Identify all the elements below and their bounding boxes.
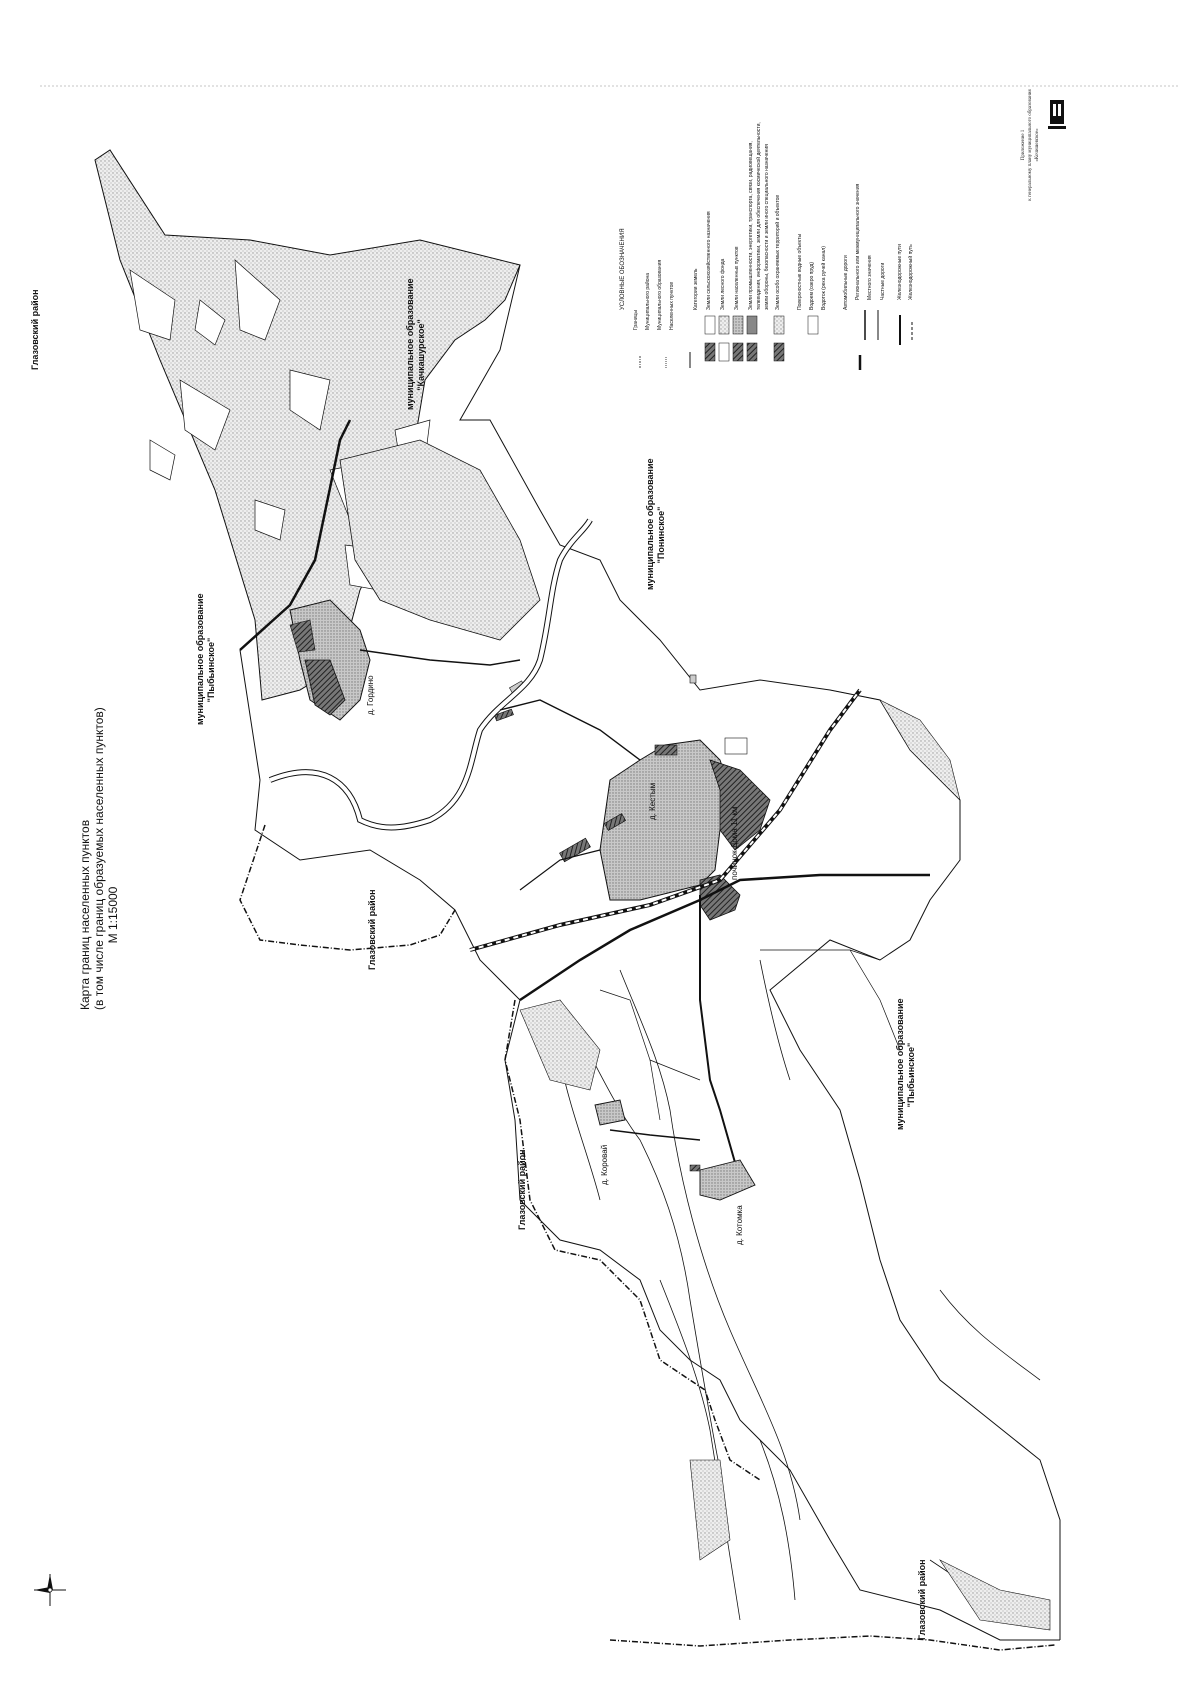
map-title-line-1: Карта границ населенных пунктов (78, 819, 92, 1010)
neighbor-label-kachkashur (405, 278, 427, 410)
settlement-korovai (595, 1100, 625, 1125)
legend-categories-title: Категории земель (693, 268, 699, 310)
parcel-kestym-3 (655, 745, 677, 755)
legend-roads-title: Автомобильные дороги (843, 255, 849, 310)
appendix-line-1: Приложение 1 (1021, 129, 1026, 161)
neighbor-label-lyptsy-line1: муниципальное образование (195, 593, 205, 725)
village-label-korovai: д. Коровай (600, 1144, 609, 1185)
appendix-note (1020, 80, 1041, 210)
legend-boundary-item-3: Населенных пунктов (669, 281, 675, 330)
settlement-kotomka (700, 1160, 755, 1200)
appendix-line-2: к генеральному плану муниципального образования (1028, 89, 1033, 201)
rayon-boundary-southwest (505, 1000, 760, 1480)
streams-south (560, 960, 1040, 1620)
village-label-pochinok: починок Дома 11 км (730, 806, 739, 880)
legend-water-title: Поверхностные водные объекты (797, 233, 803, 310)
road-local-3 (610, 1130, 700, 1140)
parcel-kotomka (690, 1165, 700, 1171)
legend-water-item-2: Водоток (река ручей канал) (821, 246, 827, 310)
neighbor-label-ponino-line1: муниципальное образование (645, 458, 655, 590)
legend-boundary-item-2: Муниципального образования (657, 259, 663, 330)
neighbor-label-kachkashur-line1: муниципальное образование (405, 278, 415, 410)
forest-strip-south-1 (520, 1000, 600, 1090)
neighbor-label-pybyinskoe (895, 998, 917, 1130)
legend-rail-item-1: Железнодорожные пути (897, 244, 903, 300)
legend-boundaries-title: Границы (633, 310, 639, 330)
land-parcels-south (600, 950, 900, 1120)
legend-heading: УСЛОВНЫЕ ОБОЗНАЧЕНИЯ (620, 228, 626, 310)
legend-road-item-3: Частные дороги (880, 262, 886, 300)
forest-strip-south-3 (940, 1560, 1050, 1630)
road-kotomka (700, 895, 740, 1180)
road-local-2 (500, 700, 640, 760)
legend-rail-item-2: Железнодорожный путь (908, 244, 914, 300)
map-title-line-3: М 1:15000 (106, 886, 120, 944)
parcel-east-1 (725, 738, 747, 754)
village-label-kestym: д. Кестым (648, 782, 657, 820)
legend-category-item-5: телевидения, информатики, земли для обеспечения космической деятельности, (756, 122, 762, 310)
legend-category-item-2: Земли лесного фонда (720, 258, 726, 310)
rayon-label-top: Глазовский район (30, 289, 40, 370)
forest-strip-south-2 (690, 1460, 730, 1560)
map-title (78, 707, 120, 1010)
legend-swatches (640, 310, 912, 370)
legend-boundary-item-1: Муниципального района (645, 272, 651, 330)
neighbor-label-lyptsy-name: "Пыбьинское" (206, 637, 216, 703)
road-local-1 (360, 650, 520, 665)
legend-category-item-4: Земли промышленности, энергетики, транспорта, связи, радиовещания, (748, 141, 754, 310)
rayon-label-southwest: Глазовский район (517, 1149, 527, 1230)
neighbor-label-ponino-name: "Понинское" (656, 506, 666, 564)
forest-patch-east (340, 440, 540, 640)
neighbor-label-pybyinskoe-name: "Пыбьинское" (906, 1042, 916, 1108)
compass-rose-icon (34, 1574, 66, 1606)
neighbor-label-kachkashur-name: "Качкашурское" (416, 319, 426, 391)
parcel-kestym-1 (560, 838, 591, 862)
neighbor-label-ponino (645, 458, 667, 590)
rayon-label-south: Глазовский район (917, 1559, 927, 1640)
cadastral-logo-icon (1048, 100, 1066, 129)
legend-road-item-1: Регионального или межмуниципального значения (855, 183, 861, 300)
legend-category-item-1: Земли сельскохозяйственного назначения (706, 211, 712, 310)
map-title-line-2: (в том числе границ образуемых населенных пунктов) (92, 707, 106, 1010)
municipality-boundary-east (460, 262, 1060, 1640)
village-label-gordino: д. Гордино (366, 675, 375, 715)
legend-category-item-6: земли обороны, безопасности и земли иного специального назначения (764, 144, 770, 310)
village-label-kotomka: д. Котомка (735, 1205, 744, 1245)
neighbor-label-pybyinskoe-line1: муниципальное образование (895, 998, 905, 1130)
parcel-east-2 (690, 675, 696, 683)
road-local-4 (520, 850, 600, 890)
legend-category-item-7: Земли особо охраняемых территорий и объектов (775, 194, 781, 310)
neighbor-label-lyptsy (195, 593, 217, 725)
appendix-line-3: «Кочишевское» (1035, 128, 1040, 162)
rayon-boundary-west (240, 825, 455, 950)
legend-road-item-2: Местного значения (867, 255, 873, 300)
legend-category-item-3: Земли населенных пунктов (734, 246, 740, 310)
rayon-boundary-south (610, 1636, 1055, 1650)
rayon-label-west: Глазовский район (367, 889, 377, 970)
legend-water-item-1: Водоем (озеро пруд) (809, 261, 815, 310)
